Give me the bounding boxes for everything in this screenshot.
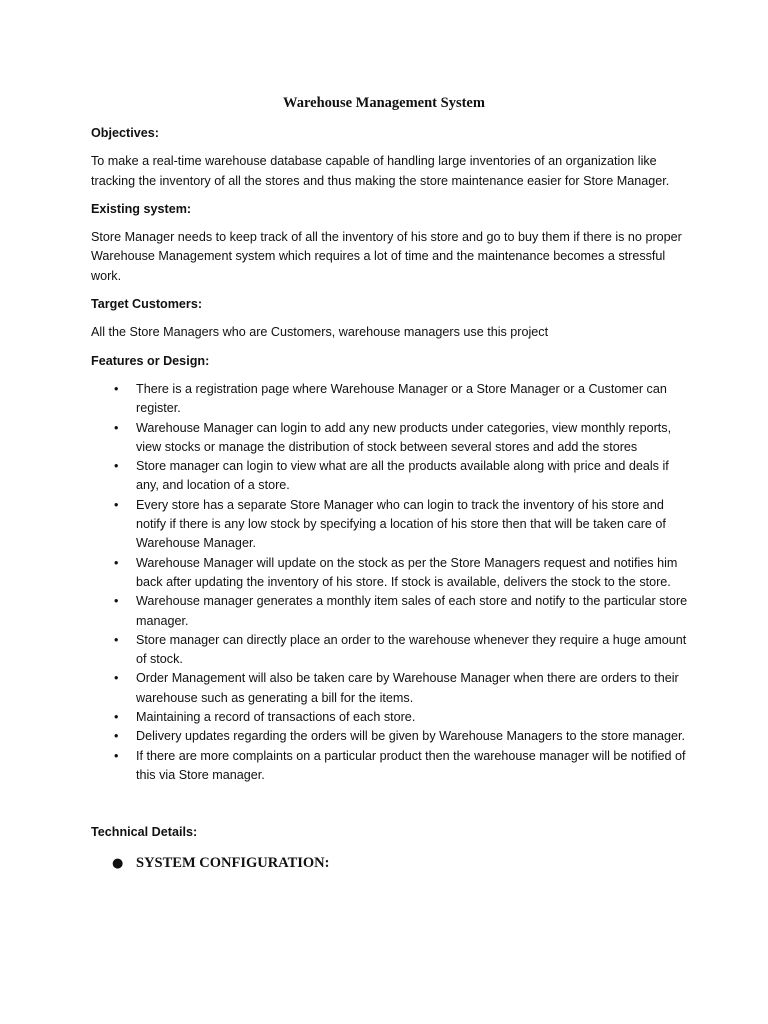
- features-list: [91, 380, 691, 785]
- list-item: [91, 496, 691, 554]
- document-body: [91, 124, 691, 873]
- list-item: [91, 669, 691, 708]
- list-item: [91, 419, 691, 458]
- bullet-icon: •: [114, 497, 119, 512]
- existing-system-text: Store Manager needs to keep track of all the inventory of his store and go to buy them if there is no proper Warehouse Management system which requires a lot of time and the maintenance becomes a stressful work.: [91, 230, 682, 283]
- features-heading: Features or Design:: [91, 353, 210, 368]
- technical-details-heading: Technical Details:: [91, 825, 198, 840]
- list-item: [91, 708, 691, 727]
- list-item-text: Maintaining a record of transactions of each store.: [136, 710, 416, 725]
- bullet-icon: •: [114, 420, 119, 435]
- system-configuration-label: SYSTEM CONFIGURATION:: [136, 854, 330, 871]
- list-item-text: There is a registration page where Warehouse Manager or a Store Manager or a Customer can register.: [136, 381, 667, 416]
- bullet-icon: •: [114, 555, 119, 570]
- bullet-icon: •: [114, 594, 119, 609]
- list-item-text: Warehouse Manager can login to add any new products under categories, view monthly reports, view stocks or manage the distribution of stock between several stores and add the stores: [136, 420, 672, 454]
- list-item-text: Order Management will also be taken care by Warehouse Manager when there are orders to their warehouse such as generating a bill for the items.: [136, 671, 679, 705]
- existing-system-heading: Existing system:: [91, 201, 192, 216]
- bullet-icon: •: [114, 381, 119, 396]
- list-item: [91, 457, 691, 496]
- bullet-icon: •: [114, 710, 119, 725]
- target-customers-text: All the Store Managers who are Customers, warehouse managers use this project: [91, 325, 549, 340]
- objectives-heading: Objectives:: [91, 126, 159, 140]
- bullet-icon: •: [114, 748, 119, 763]
- list-item: [91, 747, 691, 786]
- list-item-text: Warehouse manager generates a monthly item sales of each store and notify to the particular store manager.: [136, 594, 688, 628]
- list-item-text: Delivery updates regarding the orders will be given by Warehouse Managers to the store manager.: [136, 729, 686, 744]
- list-item-text: If there are more complaints on a particular product then the warehouse manager will be notified of this via Store manager.: [136, 748, 686, 782]
- target-customers-heading: Target Customers:: [91, 297, 203, 312]
- list-item-text: Store manager can directly place an order to the warehouse whenever they require a huge amount of stock.: [136, 632, 687, 667]
- system-configuration-item: [91, 854, 691, 873]
- document-title: Warehouse Management System: [283, 95, 485, 111]
- list-item-text: Every store has a separate Store Manager who can login to track the inventory of his store and notify if there is any low stock by specifying a location of his store then that will be taken care of Warehouse Manager.: [136, 497, 666, 551]
- bullet-icon: ●: [112, 855, 124, 871]
- objectives-text: To make a real-time warehouse database capable of handling large inventories of an organization like tracking the inventory of all the stores and thus making the store maintenance easier for Store Manager.: [91, 154, 670, 188]
- bullet-icon: •: [114, 729, 119, 744]
- bullet-icon: •: [114, 459, 119, 474]
- list-item: [91, 554, 691, 593]
- list-item-text: Warehouse Manager will update on the stock as per the Store Managers request and notifies him back after updating the inventory of his store. If stock is available, delivers the stock to the store.: [136, 555, 678, 589]
- list-item-text: Store manager can login to view what are all the products available along with price and deals if any, and location of a store.: [136, 459, 669, 493]
- list-item: [91, 631, 691, 670]
- bullet-icon: •: [114, 632, 119, 647]
- list-item: [91, 727, 691, 746]
- list-item: [91, 380, 691, 419]
- list-item: [91, 592, 691, 631]
- bullet-icon: •: [114, 671, 119, 686]
